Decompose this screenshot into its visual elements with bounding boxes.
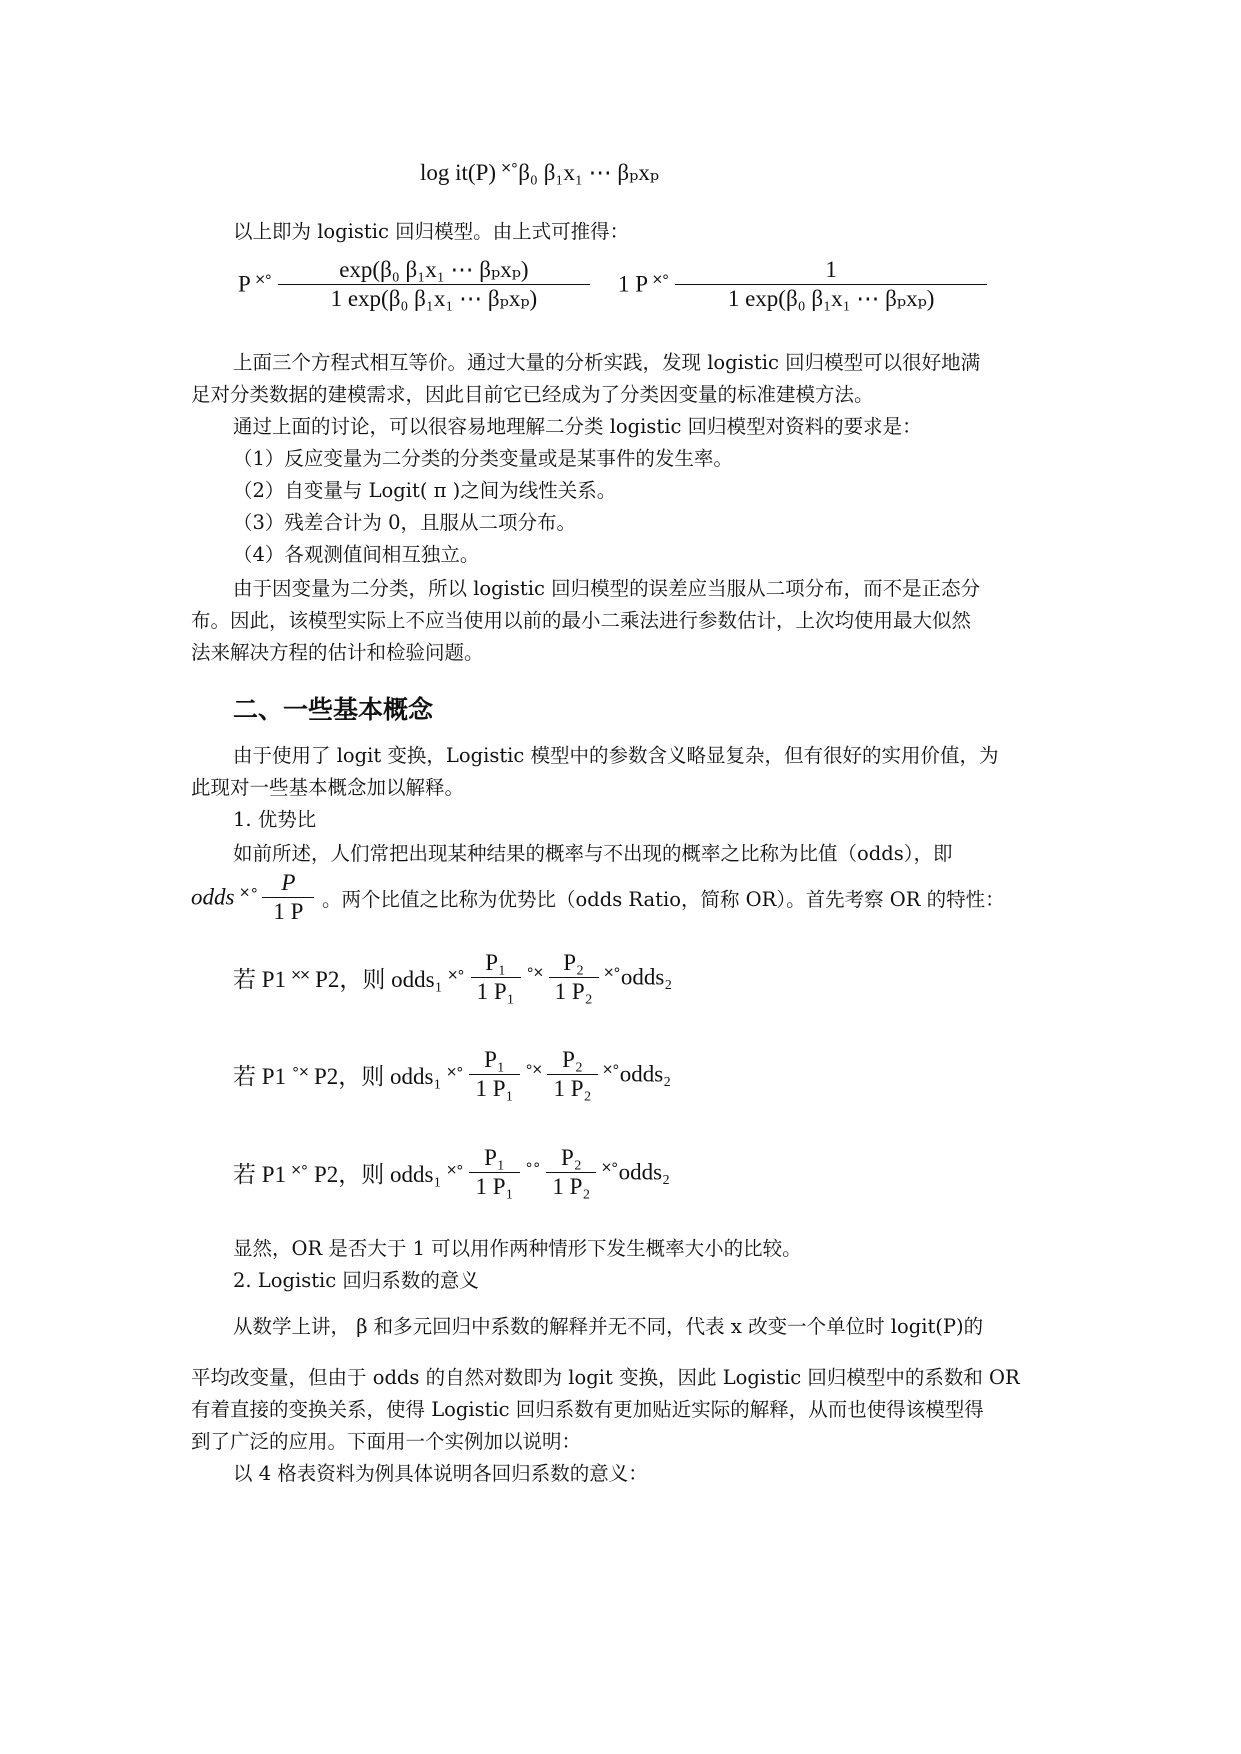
fraction-denominator: 1 P₂ (553, 1076, 592, 1101)
paragraph: 由于因变量为二分类，所以 logistic 回归模型的误差应当服从二项分布，而不是正态分 (233, 577, 981, 600)
comparison-lhs: 若 P1 ˟˚ P2，则 odds₁ ˟˚ (233, 1162, 464, 1187)
formula-lhs: 1 P ˟˚ (618, 271, 670, 297)
comparison-rhs: ˟˚odds₂ (603, 1061, 672, 1087)
fraction-numerator: P (262, 870, 314, 898)
fraction-numerator: P₁ (469, 1047, 519, 1075)
fraction-numerator: P₁ (471, 950, 521, 978)
fraction (469, 1047, 519, 1102)
paragraph: 足对分类数据的建模需求，因此目前它已经成为了分类因变量的标准建模方法。 (191, 383, 874, 406)
fraction (471, 950, 521, 1005)
fraction (262, 870, 314, 925)
fraction-numerator: P₂ (546, 1145, 596, 1173)
paragraph: 以 4 格表资料为例具体说明各回归系数的意义： (233, 1462, 648, 1485)
relation-sign: ˚˟ (526, 964, 543, 990)
requirement-item: （3）残差合计为 0，且服从二项分布。 (233, 511, 577, 534)
section-heading: 二、一些基本概念 (233, 695, 434, 724)
subsection-title: 2. Logistic 回归系数的意义 (233, 1269, 479, 1292)
paragraph: 以上即为 logistic 回归模型。由上式可推得： (233, 220, 630, 243)
fraction (675, 257, 987, 312)
fraction-numerator: exp(β₀ β₁x₁ ⋯ βₚxₚ) (278, 257, 590, 285)
paragraph: 如前所述，人们常把出现某种结果的概率与不出现的概率之比称为比值（odds），即 (233, 842, 953, 865)
paragraph: 平均改变量，但由于 odds 的自然对数即为 logit 变换，因此 Logistic 回归模型中的系数和 OR (191, 1366, 1020, 1389)
logit-equation: log it(P) ˟˚β₀ β₁x₁ ⋯ βₚxₚ (420, 160, 660, 185)
odds-comparison (233, 950, 672, 1005)
fraction (546, 1145, 596, 1200)
paragraph: 有着直接的变换关系，使得 Logistic 回归系数有更加贴近实际的解释，从而也使得该模型得 (191, 1398, 984, 1421)
odds-definition (191, 870, 314, 925)
formula-lhs: P ˟˚ (238, 271, 273, 297)
subsection-title: 1. 优势比 (233, 808, 317, 831)
paragraph: 由于使用了 logit 变换，Logistic 模型中的参数含义略显复杂，但有很好的实用价值，为 (233, 744, 999, 767)
fraction-denominator: 1 P₂ (552, 1174, 591, 1199)
paragraph: 从数学上讲， β 和多元回归中系数的解释并无不同，代表 x 改变一个单位时 logit(P)的 (233, 1315, 984, 1338)
fraction-denominator: 1 P₁ (476, 979, 515, 1004)
fraction (278, 257, 590, 312)
fraction (469, 1145, 519, 1200)
requirement-item: （4）各观测值间相互独立。 (233, 543, 480, 566)
probability-formula (238, 257, 590, 312)
fraction-denominator: 1 P₂ (554, 979, 593, 1004)
fraction-denominator: 1 P (273, 899, 304, 924)
comparison-rhs: ˟˚odds₂ (604, 964, 673, 990)
relation-sign: ˚˟ (525, 1061, 542, 1087)
fraction-denominator: 1 P₁ (475, 1076, 514, 1101)
paragraph: 上面三个方程式相互等价。通过大量的分析实践，发现 logistic 回归模型可以很好地满 (233, 351, 981, 374)
paragraph: 此现对一些基本概念加以解释。 (191, 776, 465, 799)
comparison-lhs: 若 P1 ˟˟ P2，则 odds₁ ˟˚ (233, 967, 465, 992)
comparison-lhs: 若 P1 ˚˟ P2，则 odds₁ ˟˚ (233, 1064, 464, 1089)
requirement-item: （2）自变量与 Logit( π )之间为线性关系。 (233, 479, 617, 502)
paragraph: 。两个比值之比称为优势比（odds Ratio，简称 OR）。首先考察 OR 的特性： (322, 888, 1005, 911)
odds-comparison (233, 1047, 671, 1102)
fraction (549, 950, 599, 1005)
fraction-numerator: P₂ (549, 950, 599, 978)
paragraph: 布。因此，该模型实际上不应当使用以前的最小二乘法进行参数估计，上次均使用最大似然 (191, 609, 972, 632)
fraction-denominator: 1 P₁ (475, 1174, 514, 1199)
paragraph: 通过上面的讨论，可以很容易地理解二分类 logistic 回归模型对资料的要求是： (233, 415, 922, 438)
fraction-denominator: 1 exp(β₀ β₁x₁ ⋯ βₚxₚ) (330, 286, 538, 311)
fraction-numerator: 1 (675, 257, 987, 285)
fraction-denominator: 1 exp(β₀ β₁x₁ ⋯ βₚxₚ) (727, 286, 935, 311)
paragraph: 法来解决方程的估计和检验问题。 (191, 641, 484, 664)
odds-comparison (233, 1145, 670, 1200)
fraction-numerator: P₁ (469, 1145, 519, 1173)
paragraph: 到了广泛的应用。下面用一个实例加以说明： (191, 1430, 582, 1453)
paragraph: 显然，OR 是否大于 1 可以用作两种情形下发生概率大小的比较。 (233, 1237, 802, 1260)
formula-lhs: odds ˟˚ (191, 884, 257, 910)
requirement-item: （1）反应变量为二分类的分类变量或是某事件的发生率。 (233, 447, 733, 470)
complement-formula (618, 257, 987, 312)
relation-sign: ˚˚ (525, 1159, 541, 1185)
fraction-numerator: P₂ (547, 1047, 597, 1075)
fraction (547, 1047, 597, 1102)
comparison-rhs: ˟˚odds₂ (602, 1159, 671, 1185)
